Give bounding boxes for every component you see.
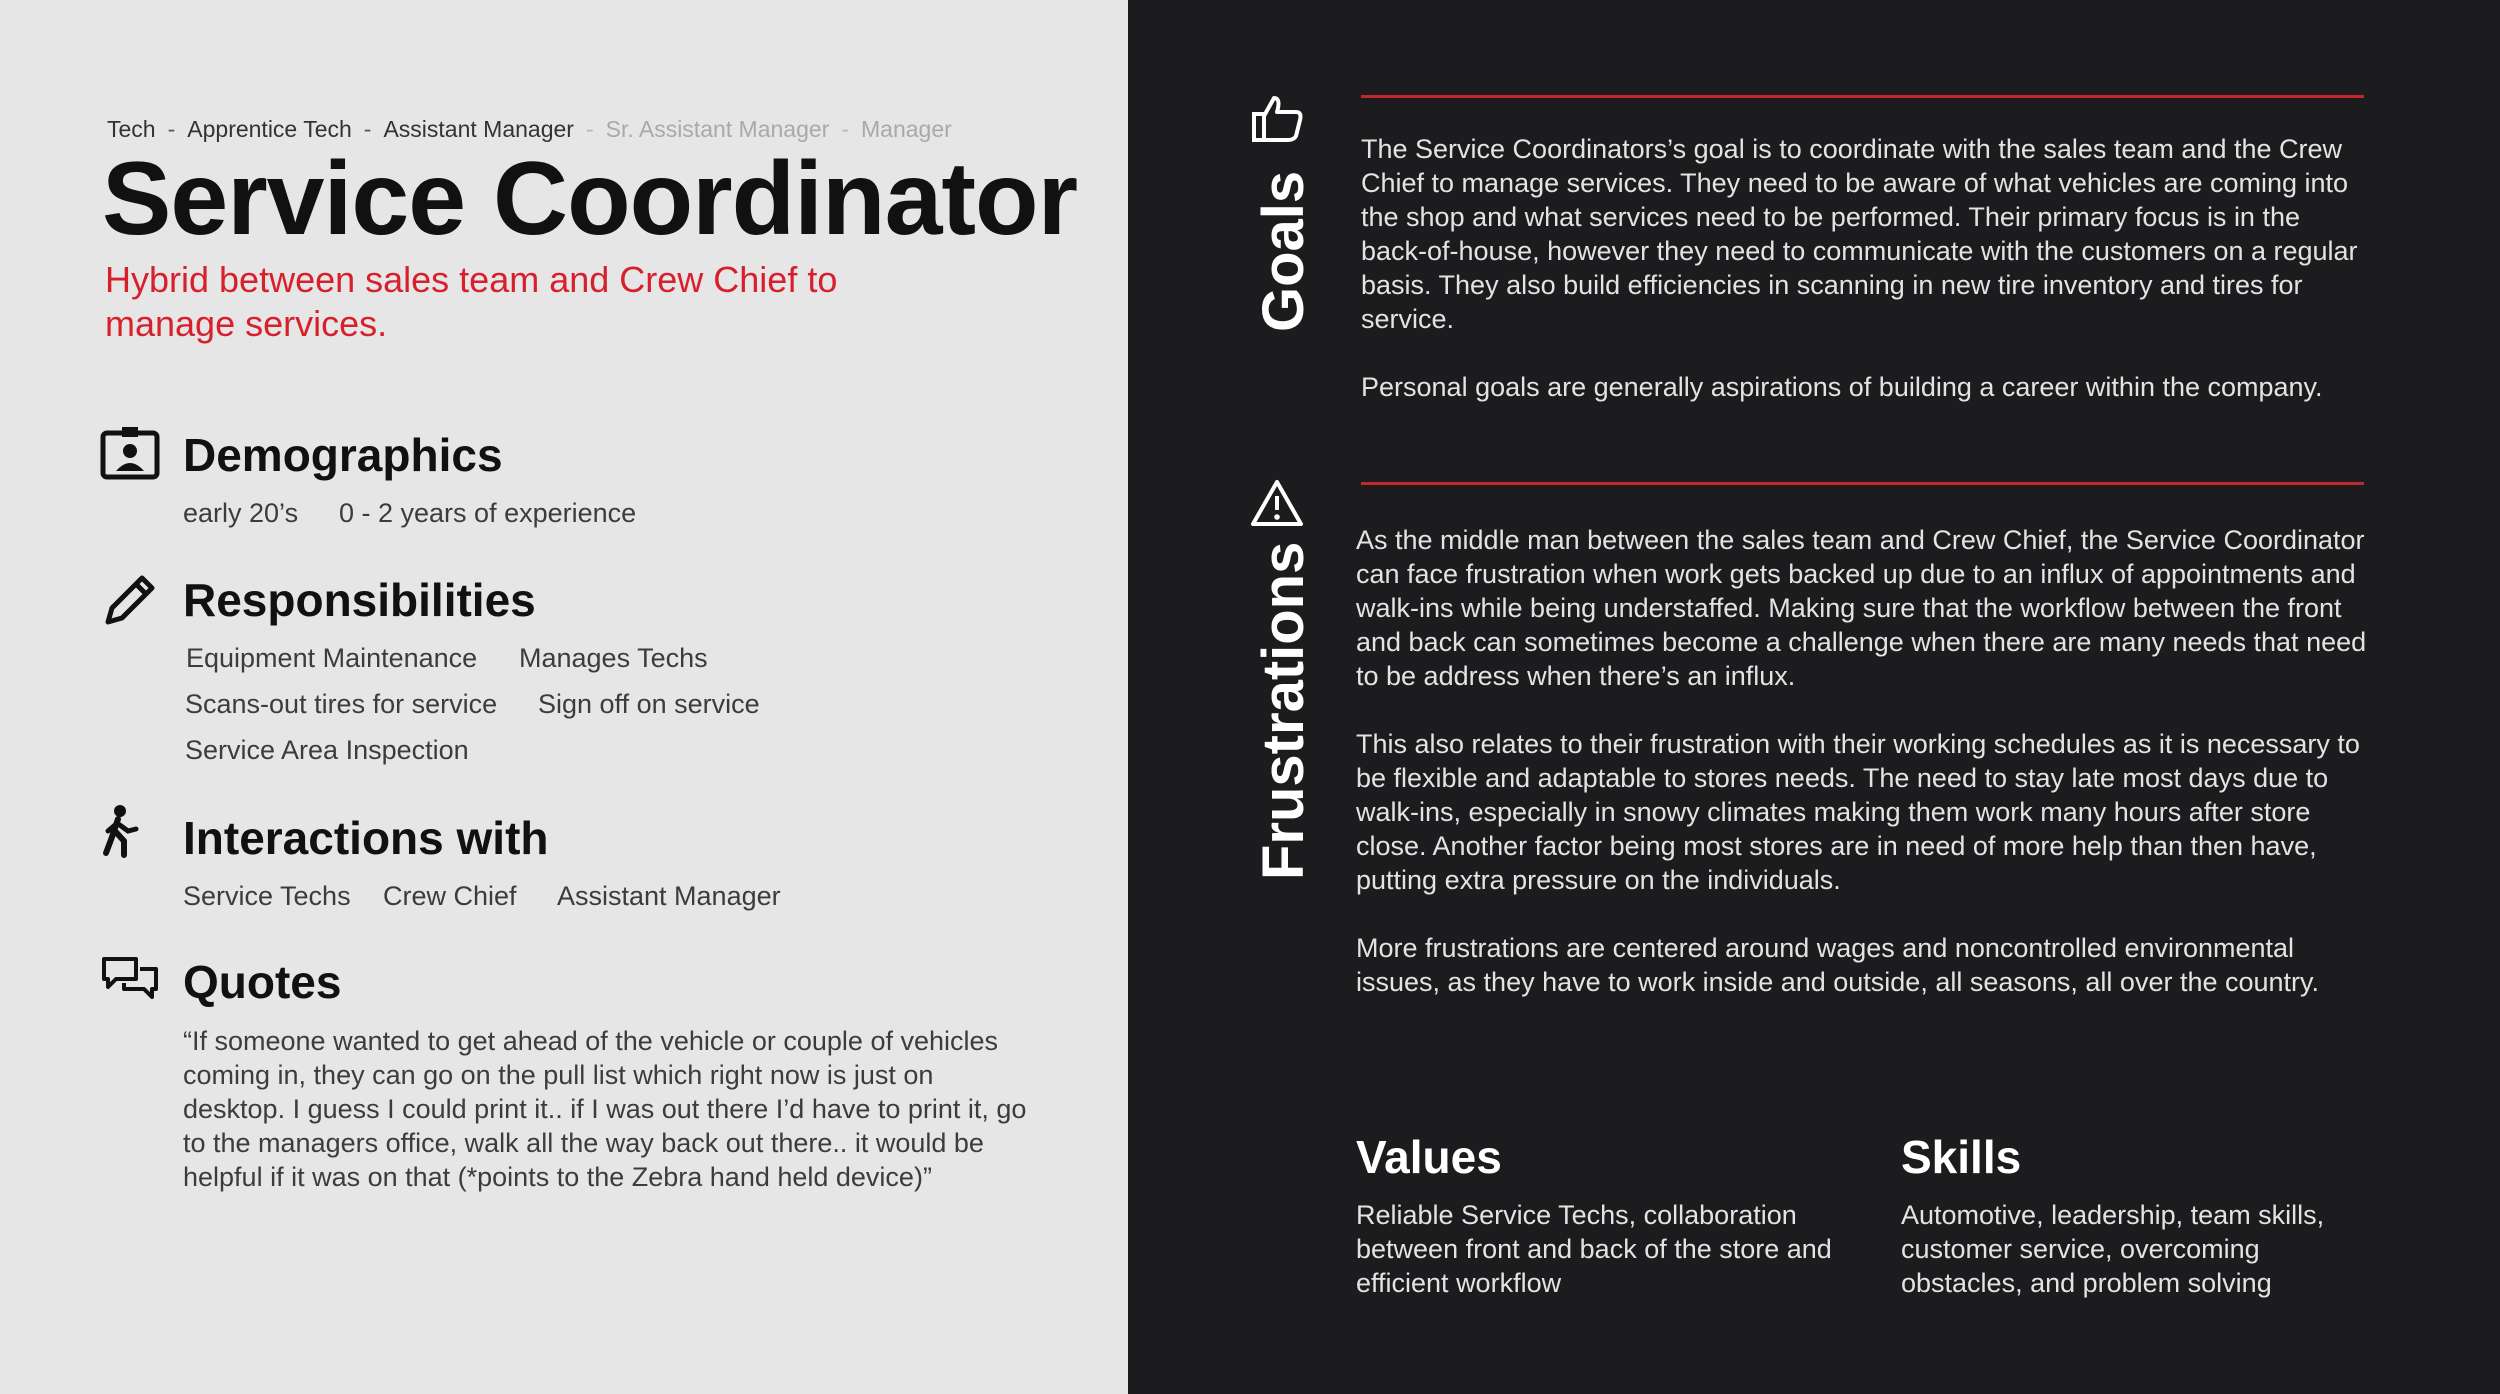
thumbs-up-icon [1250,94,1306,149]
responsibility-item: Scans-out tires for service [185,689,498,719]
quote-text: “If someone wanted to get ahead of the vehicle or couple of vehicles coming in, they can go on the pull list which right now is just on desktop. I guess I could print it.. if I was out there I’d have to print it, go to the managers office, walk all the way back out there.. it would be helpful if it was on that (*points to the Zebra hand held device)” [183,1026,1027,1192]
goals-paragraph: The Service Coordinators’s goal is to coordinate with the sales team and the Crew Chief to manage services. They need to be aware of what vehicles are coming into the shop and what services need to be performed. Their primary focus is in the back-of-house, however they need to communicate with the customers on a regular basis. They also build efficiencies in scanning in new tire inventory and tires for service. [1361,134,2358,334]
goals-label: Goals [1251,170,1316,332]
career-step-future: Manager [861,116,952,142]
walking-person-icon [100,803,160,863]
warning-icon [1250,478,1304,533]
frustrations-divider [1361,482,2364,485]
persona-profile-panel [0,0,1128,1394]
career-step: Apprentice Tech [187,116,352,142]
values-heading: Values [1356,1131,1502,1183]
goals-text [1361,132,2371,404]
career-step: Tech [107,116,156,142]
goals-divider [1361,95,2364,98]
career-step-future: Sr. Assistant Manager [605,116,830,142]
pencil-icon [100,570,160,630]
responsibility-item: Equipment Maintenance [186,643,478,673]
interaction-item: Service Techs [183,881,351,911]
responsibility-item: Sign off on service [538,689,760,719]
id-badge-icon [100,425,160,485]
career-separator: - [841,116,850,142]
career-separator: - [167,116,176,142]
persona-details-panel [1128,0,2500,1394]
demographics-heading: Demographics [183,429,503,481]
career-separator: - [585,116,594,142]
responsibility-item: Service Area Inspection [185,735,469,765]
frustrations-label: Frustrations [1251,541,1316,880]
responsibilities-heading: Responsibilities [183,574,536,626]
frustrations-paragraph: This also relates to their frustration with their working schedules as it is necessary to be flexible and adaptable to stores needs. The need to stay late most days due to walk-ins, especially in snowy climates making them work many hours after store close. Another factor being most stores are in need of more help than then have, putting extra pressure on the individuals. [1356,729,2360,895]
chat-bubbles-icon [100,955,160,1015]
page-subtitle: Hybrid between sales team and Crew Chief to manage services. [105,259,838,344]
goals-paragraph: Personal goals are generally aspirations of building a career within the company. [1361,372,2323,402]
skills-heading: Skills [1901,1131,2022,1183]
responsibility-item: Manages Techs [519,643,708,673]
career-step: Assistant Manager [383,116,574,142]
skills-text: Automotive, leadership, team skills, customer service, overcoming obstacles, and problem solving [1901,1200,2325,1298]
quotes-heading: Quotes [183,956,342,1008]
interaction-item: Assistant Manager [557,881,781,911]
frustrations-text [1356,523,2376,999]
interaction-item: Crew Chief [383,881,517,911]
frustrations-paragraph: More frustrations are centered around wages and noncontrolled environmental issues, as they have to work inside and outside, all seasons, all over the country. [1356,933,2320,997]
frustrations-paragraph: As the middle man between the sales team and Crew Chief, the Service Coordinator can face frustration when work gets backed up due to an influx of appointments and walk-ins while being understaffed. Making sure that the workflow between the front and back can sometimes become a challenge when there are many needs that need to be address when there’s an influx. [1356,525,2367,691]
demographics-item: 0 - 2 years of experience [339,498,637,528]
page-title: Service Coordinator [102,141,1078,257]
values-text: Reliable Service Techs, collaboration between front and back of the store and efficient workflow [1356,1200,1832,1298]
career-separator: - [363,116,372,142]
demographics-item: early 20’s [183,498,299,528]
interactions-heading: Interactions with [183,812,549,864]
career-path [107,116,952,143]
